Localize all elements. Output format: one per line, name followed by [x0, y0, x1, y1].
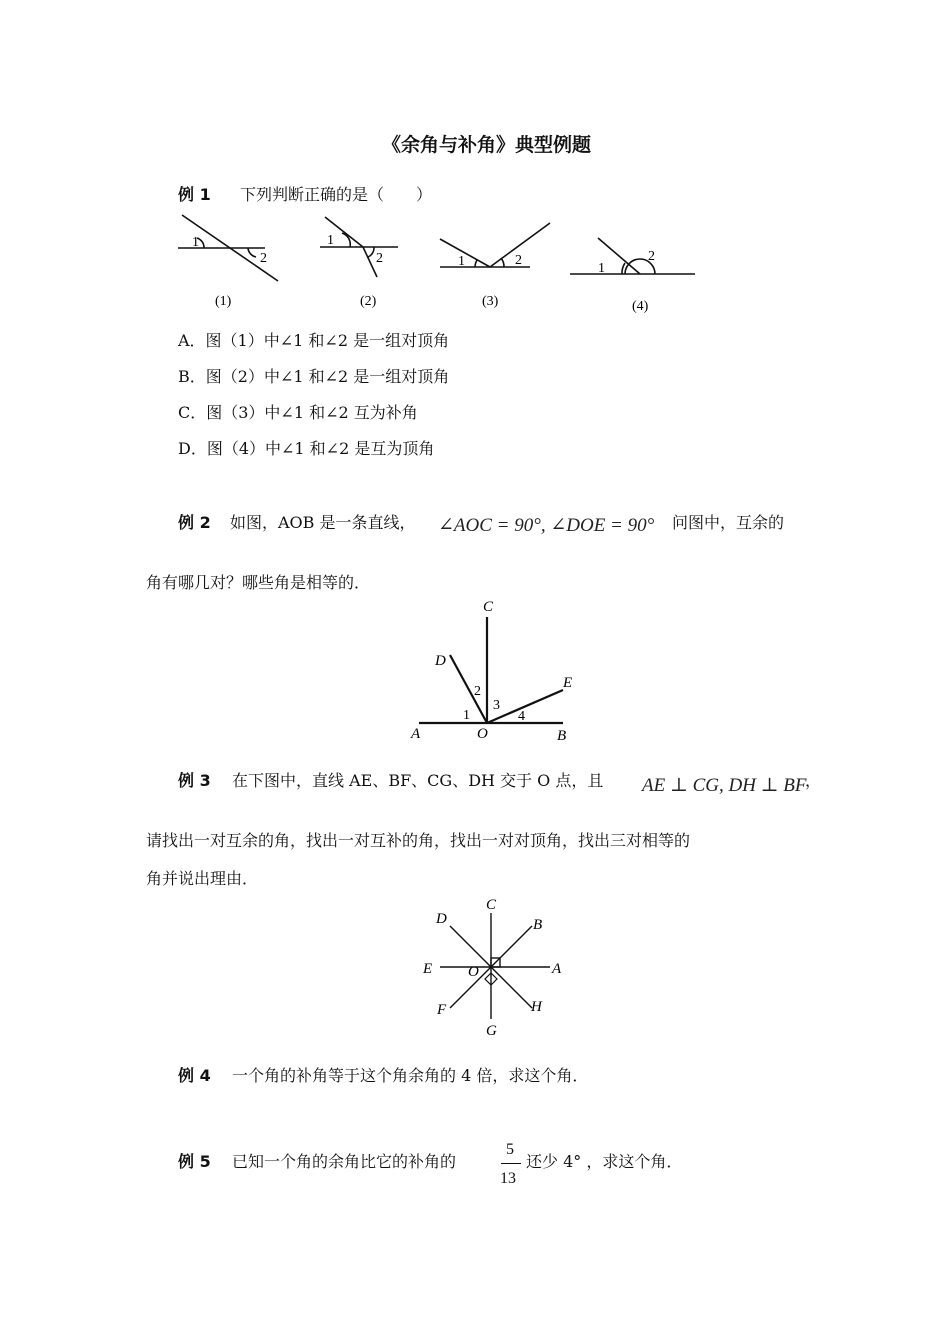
fig4-angle-2: 2 [648, 249, 655, 264]
example-2-line-2: 角有哪几对？哪些角是相等的． [146, 573, 371, 592]
figure-4 [570, 238, 695, 274]
point-c: C [483, 599, 494, 615]
fig1-caption: (1) [215, 294, 232, 309]
fig4-caption: (4) [632, 299, 649, 314]
page-title: 《余角与补角》典型例题 [382, 134, 592, 156]
example-4-text: 一个角的补角等于这个角余角的 4 倍，求这个角． [232, 1066, 589, 1085]
point-h: H [531, 999, 542, 1015]
figure-3 [440, 223, 550, 267]
fraction-denominator: 13 [500, 1170, 516, 1187]
fraction-numerator: 5 [506, 1141, 514, 1158]
fig3-angle-1: 1 [458, 254, 465, 269]
option-a: A．图（1）中∠1 和∠2 是一组对顶角 [178, 331, 450, 350]
point-o: O [468, 964, 479, 980]
fig2-angle-2: 2 [376, 251, 383, 266]
example-2-math: ∠AOC = 90°, ∠DOE = 90° [438, 515, 655, 536]
point-d: D [436, 911, 447, 927]
point-a: A [411, 726, 421, 742]
example-3-line-3: 角并说出理由． [146, 869, 259, 888]
angle-4: 4 [518, 709, 525, 724]
fig2-caption: (2) [360, 294, 377, 309]
example-5-label: 例 5 [178, 1152, 211, 1171]
point-d: D [435, 653, 446, 669]
angle-3: 3 [493, 698, 500, 713]
example-3-label: 例 3 [178, 771, 211, 790]
point-g: G [486, 1023, 497, 1039]
angle-1: 1 [463, 708, 470, 723]
example-2-figure [405, 595, 585, 745]
fig3-caption: (3) [482, 294, 499, 309]
example-1-figures [170, 205, 710, 320]
example-3-figure [420, 893, 570, 1043]
example-5-text-before: 已知一个角的余角比它的补角的 [232, 1152, 457, 1171]
example-3-line-2: 请找出一对互余的角，找出一对互补的角，找出一对对顶角，找出三对相等的 [146, 831, 691, 850]
fig3-angle-2: 2 [515, 253, 522, 268]
point-c: C [486, 897, 497, 913]
point-o: O [477, 726, 488, 742]
example-5-text-after: 还少 4° ，求这个角． [526, 1152, 683, 1171]
fraction-bar [501, 1163, 521, 1164]
example-3-math: AE ⊥ CG, DH ⊥ BF [642, 775, 807, 796]
point-a: A [552, 961, 562, 977]
option-d: D．图（4）中∠1 和∠2 是互为顶角 [178, 439, 435, 458]
fig1-angle-1: 1 [192, 235, 199, 250]
example-1-question: 下列判断正确的是（ ） [240, 185, 433, 204]
point-b: B [557, 728, 567, 744]
option-c: C．图（3）中∠1 和∠2 互为补角 [178, 403, 418, 422]
point-b: B [533, 917, 543, 933]
example-1-label: 例 1 [178, 185, 211, 204]
point-e: E [563, 675, 573, 691]
example-3-text-after: ， [805, 771, 822, 790]
example-2-text-after: 问图中，互余的 [672, 513, 785, 532]
fig1-angle-2: 2 [260, 251, 267, 266]
example-3-text-before: 在下图中，直线 AE、BF、CG、DH 交于 O 点，且 [232, 771, 604, 790]
option-b: B．图（2）中∠1 和∠2 是一组对顶角 [178, 367, 450, 386]
example-4-label: 例 4 [178, 1066, 211, 1085]
point-f: F [437, 1002, 447, 1018]
angle-2: 2 [474, 684, 481, 699]
fig2-angle-1: 1 [327, 233, 334, 248]
example-2-label: 例 2 [178, 513, 211, 532]
point-e: E [423, 961, 433, 977]
example-2-text-before: 如图，AOB 是一条直线， [230, 513, 416, 532]
fig4-angle-1: 1 [598, 261, 605, 276]
